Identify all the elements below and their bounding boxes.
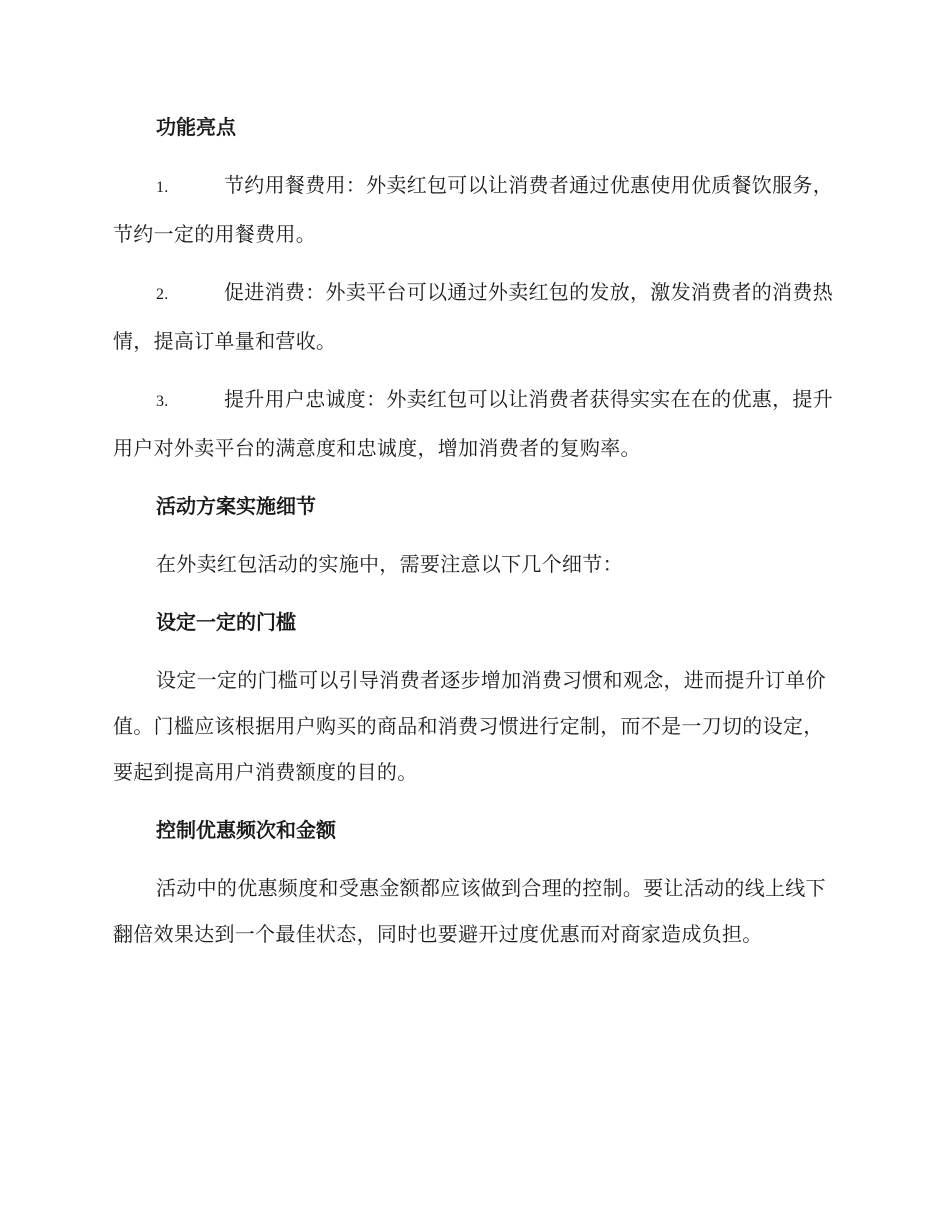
control-heading: 控制优惠频次和金额 <box>156 818 336 842</box>
feature-item-2 <box>113 269 833 364</box>
threshold-paragraph: 设定一定的门槛可以引导消费者逐步增加消费习惯和观念，进而提升订单价值。门槛应该根据用户购买的商品和消费习惯进行定制，而不是一刀切的设定，要起到提高用户消费额度的目的。 <box>113 668 826 784</box>
details-intro: 在外卖红包活动的实施中，需要注意以下几个细节： <box>156 552 623 576</box>
features-heading: 功能亮点 <box>156 115 236 139</box>
feature-item-number: 3. <box>156 393 169 410</box>
feature-item-3 <box>113 376 833 471</box>
details-heading: 活动方案实施细节 <box>156 494 316 518</box>
feature-item-text: 提升用户忠诚度：外卖红包可以让消费者获得实实在在的优惠，提升用户对外卖平台的满意度和忠诚度，增加消费者的复购率。 <box>113 387 833 460</box>
feature-item-number: 2. <box>156 286 169 303</box>
feature-item-text: 节约用餐费用：外卖红包可以让消费者通过优惠使用优质餐饮服务，节约一定的用餐费用。 <box>113 173 833 246</box>
document-body <box>113 104 833 969</box>
feature-item-text: 促进消费：外卖平台可以通过外卖红包的发放，激发消费者的消费热情，提高订单量和营收。 <box>113 280 833 353</box>
feature-item-number: 1. <box>156 179 169 196</box>
feature-item-1 <box>113 162 833 257</box>
threshold-heading: 设定一定的门槛 <box>156 610 296 634</box>
control-paragraph: 活动中的优惠频度和受惠金额都应该做到合理的控制。要让活动的线上线下翻倍效果达到一个最佳状态，同时也要避开过度优惠而对商家造成负担。 <box>113 876 826 946</box>
